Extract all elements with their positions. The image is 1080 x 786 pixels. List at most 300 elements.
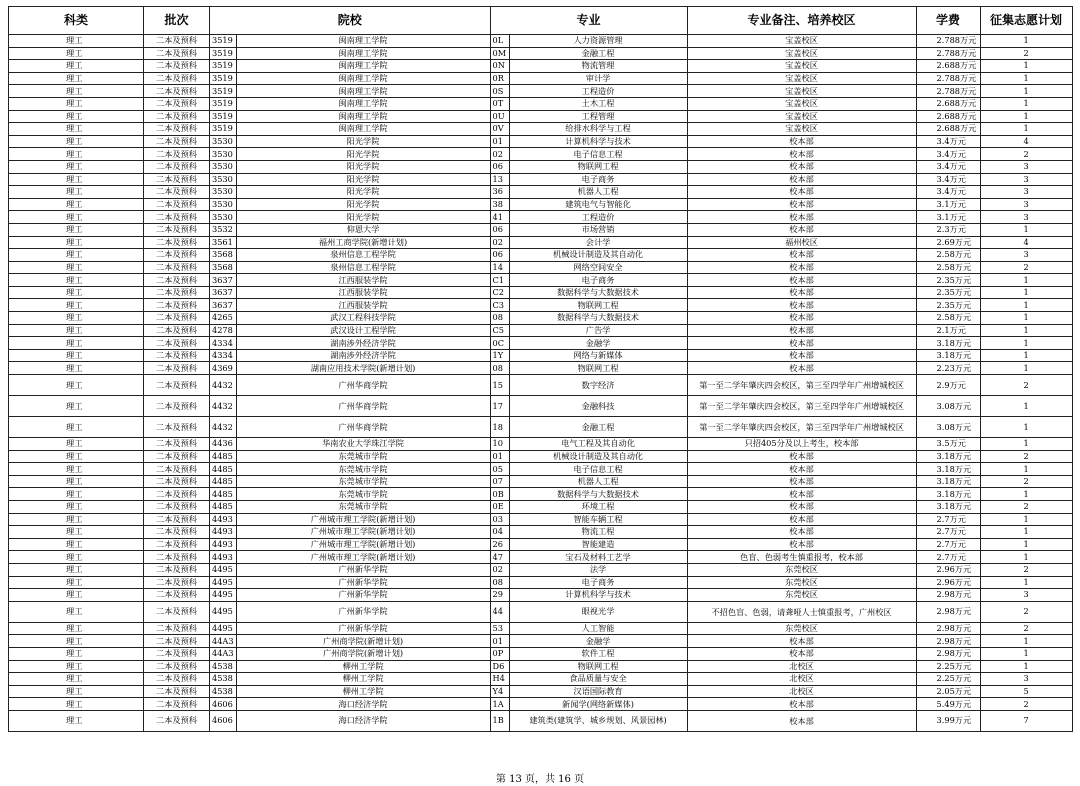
subject-category-cell: 理工 [9,513,144,526]
major-name-cell: 金融工程 [509,47,687,60]
school-name-cell: 泉州信息工程学院 [236,261,490,274]
major-name-cell: 数据科学与大数据技术 [509,286,687,299]
header-subject-category: 科类 [9,7,144,35]
major-name-cell: 工程造价 [509,211,687,224]
subject-category-cell: 理工 [9,47,144,60]
table-row [9,475,1073,488]
major-name-cell: 电子商务 [509,173,687,186]
tuition-cell: 2.35万元 [916,286,980,299]
plan-count-cell: 2 [980,475,1072,488]
tuition-cell: 3.18万元 [916,349,980,362]
subject-category-cell: 理工 [9,85,144,98]
notes-campus-cell: 宝盖校区 [687,47,916,60]
school-name-cell: 广州华商学院 [236,375,490,396]
school-code-cell: 4495 [210,563,237,576]
tuition-cell: 2.58万元 [916,249,980,262]
batch-cell: 二本及预科 [144,261,210,274]
tuition-cell: 3.18万元 [916,463,980,476]
tuition-cell: 2.69万元 [916,236,980,249]
notes-campus-cell: 校本部 [687,223,916,236]
notes-campus-cell: 校本部 [687,362,916,375]
plan-count-cell: 1 [980,576,1072,589]
notes-campus-cell: 校本部 [687,198,916,211]
table-row [9,60,1073,73]
school-name-cell: 广州商学院(新增计划) [236,647,490,660]
table-row [9,576,1073,589]
plan-count-cell: 2 [980,601,1072,622]
notes-campus-cell: 校本部 [687,647,916,660]
tuition-cell: 5.49万元 [916,698,980,711]
batch-cell: 二本及预科 [144,601,210,622]
school-code-cell: 4265 [210,312,237,325]
plan-count-cell: 3 [980,173,1072,186]
major-code-cell: 1A [490,698,509,711]
major-code-cell: 18 [490,417,509,438]
school-name-cell: 海口经济学院 [236,710,490,731]
tuition-cell: 3.4万元 [916,186,980,199]
major-name-cell: 物流管理 [509,60,687,73]
school-code-cell: 3530 [210,198,237,211]
subject-category-cell: 理工 [9,526,144,539]
plan-count-cell: 2 [980,698,1072,711]
major-name-cell: 宝石及材料工艺学 [509,551,687,564]
major-name-cell: 人工智能 [509,622,687,635]
tuition-cell: 2.7万元 [916,551,980,564]
table-row [9,438,1073,451]
notes-campus-cell: 校本部 [687,160,916,173]
notes-campus-cell: 校本部 [687,538,916,551]
school-name-cell: 闽南理工学院 [236,60,490,73]
tuition-cell: 3.4万元 [916,160,980,173]
batch-cell: 二本及预科 [144,501,210,514]
table-row [9,85,1073,98]
major-name-cell: 网络与新媒体 [509,349,687,362]
major-code-cell: 10 [490,438,509,451]
batch-cell: 二本及预科 [144,576,210,589]
notes-campus-cell: 福州校区 [687,236,916,249]
table-row [9,337,1073,350]
batch-cell: 二本及预科 [144,685,210,698]
major-code-cell: 0L [490,35,509,48]
notes-campus-cell: 校本部 [687,211,916,224]
batch-cell: 二本及预科 [144,622,210,635]
major-name-cell: 数据科学与大数据技术 [509,488,687,501]
plan-count-cell: 1 [980,396,1072,417]
table-row [9,148,1073,161]
major-code-cell: 02 [490,148,509,161]
major-name-cell: 物流工程 [509,526,687,539]
major-name-cell: 电子信息工程 [509,463,687,476]
table-row [9,551,1073,564]
tuition-cell: 3.08万元 [916,417,980,438]
batch-cell: 二本及预科 [144,286,210,299]
subject-category-cell: 理工 [9,274,144,287]
batch-cell: 二本及预科 [144,249,210,262]
subject-category-cell: 理工 [9,173,144,186]
batch-cell: 二本及预科 [144,110,210,123]
major-name-cell: 法学 [509,563,687,576]
notes-campus-cell: 第一至二学年肇庆四会校区，第三至四学年广州增城校区 [687,417,916,438]
school-name-cell: 闽南理工学院 [236,85,490,98]
tuition-cell: 2.688万元 [916,110,980,123]
plan-count-cell: 2 [980,375,1072,396]
school-name-cell: 华南农业大学珠江学院 [236,438,490,451]
table-row [9,513,1073,526]
tuition-cell: 2.9万元 [916,375,980,396]
plan-count-cell: 7 [980,710,1072,731]
major-name-cell: 工程管理 [509,110,687,123]
major-code-cell: H4 [490,673,509,686]
school-name-cell: 武汉工程科技学院 [236,312,490,325]
batch-cell: 二本及预科 [144,324,210,337]
table-row [9,601,1073,622]
school-code-cell: 4432 [210,417,237,438]
batch-cell: 二本及预科 [144,375,210,396]
school-name-cell: 广州新华学院 [236,601,490,622]
table-body [9,35,1073,732]
notes-campus-cell: 宝盖校区 [687,72,916,85]
school-code-cell: 4495 [210,601,237,622]
subject-category-cell: 理工 [9,660,144,673]
plan-count-cell: 4 [980,236,1072,249]
batch-cell: 二本及预科 [144,72,210,85]
school-code-cell: 4334 [210,349,237,362]
batch-cell: 二本及预科 [144,513,210,526]
subject-category-cell: 理工 [9,673,144,686]
notes-campus-cell: 宝盖校区 [687,35,916,48]
major-name-cell: 网络空间安全 [509,261,687,274]
notes-campus-cell: 第一至二学年肇庆四会校区，第三至四学年广州增城校区 [687,375,916,396]
table-row [9,417,1073,438]
major-code-cell: 0U [490,110,509,123]
batch-cell: 二本及预科 [144,274,210,287]
major-name-cell: 数据科学与大数据技术 [509,312,687,325]
table-row [9,35,1073,48]
notes-campus-cell: 校本部 [687,148,916,161]
school-code-cell: 3530 [210,211,237,224]
school-name-cell: 闽南理工学院 [236,72,490,85]
batch-cell: 二本及预科 [144,97,210,110]
subject-category-cell: 理工 [9,589,144,602]
major-name-cell: 汉语国际教育 [509,685,687,698]
batch-cell: 二本及预科 [144,463,210,476]
tuition-cell: 2.688万元 [916,60,980,73]
major-name-cell: 软件工程 [509,647,687,660]
subject-category-cell: 理工 [9,622,144,635]
notes-campus-cell: 色盲、色弱考生慎重报考，校本部 [687,551,916,564]
school-code-cell: 3530 [210,173,237,186]
school-name-cell: 阳光学院 [236,173,490,186]
school-code-cell: 4485 [210,450,237,463]
major-name-cell: 机械设计制造及其自动化 [509,249,687,262]
school-code-cell: 3530 [210,160,237,173]
major-code-cell: 26 [490,538,509,551]
school-name-cell: 阳光学院 [236,198,490,211]
plan-count-cell: 3 [980,589,1072,602]
plan-count-cell: 1 [980,299,1072,312]
school-code-cell: 4485 [210,463,237,476]
table-row [9,123,1073,136]
major-name-cell: 物联网工程 [509,299,687,312]
notes-campus-cell: 校本部 [687,475,916,488]
major-code-cell: 0E [490,501,509,514]
school-name-cell: 闽南理工学院 [236,123,490,136]
tuition-cell: 2.788万元 [916,35,980,48]
batch-cell: 二本及预科 [144,647,210,660]
school-name-cell: 东莞城市学院 [236,463,490,476]
table-row [9,186,1073,199]
table-row [9,198,1073,211]
major-code-cell: 1B [490,710,509,731]
major-code-cell: 01 [490,450,509,463]
major-name-cell: 机器人工程 [509,186,687,199]
tuition-cell: 2.35万元 [916,274,980,287]
tuition-cell: 2.7万元 [916,513,980,526]
admission-plan-table [8,6,1073,732]
plan-count-cell: 1 [980,110,1072,123]
header-major: 专业 [490,7,687,35]
subject-category-cell: 理工 [9,463,144,476]
table-row [9,135,1073,148]
major-code-cell: 36 [490,186,509,199]
plan-count-cell: 1 [980,551,1072,564]
major-code-cell: 0R [490,72,509,85]
school-name-cell: 广州华商学院 [236,417,490,438]
school-code-cell: 4278 [210,324,237,337]
major-name-cell: 计算机科学与技术 [509,589,687,602]
notes-campus-cell: 宝盖校区 [687,110,916,123]
batch-cell: 二本及预科 [144,299,210,312]
major-name-cell: 食品质量与安全 [509,673,687,686]
table-row [9,563,1073,576]
major-code-cell: 0B [490,488,509,501]
subject-category-cell: 理工 [9,647,144,660]
major-name-cell: 金融工程 [509,417,687,438]
plan-count-cell: 1 [980,97,1072,110]
table-row [9,362,1073,375]
school-code-cell: 3519 [210,85,237,98]
plan-count-cell: 4 [980,135,1072,148]
plan-count-cell: 1 [980,513,1072,526]
subject-category-cell: 理工 [9,438,144,451]
major-code-cell: 06 [490,249,509,262]
school-code-cell: 4493 [210,513,237,526]
notes-campus-cell: 校本部 [687,501,916,514]
school-code-cell: 3637 [210,274,237,287]
batch-cell: 二本及预科 [144,223,210,236]
tuition-cell: 2.96万元 [916,576,980,589]
subject-category-cell: 理工 [9,417,144,438]
batch-cell: 二本及预科 [144,349,210,362]
tuition-cell: 2.788万元 [916,47,980,60]
tuition-cell: 3.4万元 [916,173,980,186]
major-code-cell: 44 [490,601,509,622]
subject-category-cell: 理工 [9,60,144,73]
school-name-cell: 阳光学院 [236,135,490,148]
major-name-cell: 电子商务 [509,274,687,287]
plan-count-cell: 1 [980,72,1072,85]
plan-count-cell: 1 [980,35,1072,48]
table-row [9,538,1073,551]
plan-count-cell: 1 [980,85,1072,98]
subject-category-cell: 理工 [9,375,144,396]
major-code-cell: 06 [490,223,509,236]
major-name-cell: 眼视光学 [509,601,687,622]
major-code-cell: 0P [490,647,509,660]
notes-campus-cell: 只招405分及以上考生，校本部 [687,438,916,451]
batch-cell: 二本及预科 [144,160,210,173]
notes-campus-cell: 东莞校区 [687,622,916,635]
subject-category-cell: 理工 [9,223,144,236]
notes-campus-cell: 校本部 [687,324,916,337]
school-name-cell: 闽南理工学院 [236,35,490,48]
school-code-cell: 4538 [210,673,237,686]
tuition-cell: 2.788万元 [916,85,980,98]
major-code-cell: 0C [490,337,509,350]
tuition-cell: 2.35万元 [916,299,980,312]
tuition-cell: 2.98万元 [916,635,980,648]
major-code-cell: 06 [490,160,509,173]
plan-count-cell: 1 [980,488,1072,501]
school-code-cell: 4538 [210,685,237,698]
plan-count-cell: 2 [980,622,1072,635]
plan-count-cell: 1 [980,223,1072,236]
subject-category-cell: 理工 [9,324,144,337]
table-header-row [9,7,1073,35]
tuition-cell: 2.688万元 [916,123,980,136]
school-code-cell: 44A3 [210,647,237,660]
batch-cell: 二本及预科 [144,589,210,602]
major-code-cell: 05 [490,463,509,476]
school-name-cell: 海口经济学院 [236,698,490,711]
table-row [9,463,1073,476]
major-code-cell: 01 [490,135,509,148]
tuition-cell: 2.788万元 [916,72,980,85]
notes-campus-cell: 校本部 [687,135,916,148]
plan-count-cell: 3 [980,198,1072,211]
school-name-cell: 广州新华学院 [236,622,490,635]
major-code-cell: 41 [490,211,509,224]
tuition-cell: 2.1万元 [916,324,980,337]
table-row [9,673,1073,686]
school-code-cell: 4495 [210,576,237,589]
notes-campus-cell: 北校区 [687,660,916,673]
school-name-cell: 江西服装学院 [236,274,490,287]
subject-category-cell: 理工 [9,236,144,249]
major-code-cell: 03 [490,513,509,526]
batch-cell: 二本及预科 [144,698,210,711]
notes-campus-cell: 校本部 [687,635,916,648]
plan-count-cell: 1 [980,635,1072,648]
notes-campus-cell: 校本部 [687,349,916,362]
table-row [9,324,1073,337]
subject-category-cell: 理工 [9,710,144,731]
major-name-cell: 数字经济 [509,375,687,396]
batch-cell: 二本及预科 [144,488,210,501]
major-name-cell: 电气工程及其自动化 [509,438,687,451]
subject-category-cell: 理工 [9,186,144,199]
subject-category-cell: 理工 [9,35,144,48]
tuition-cell: 2.98万元 [916,647,980,660]
header-solicitation-plan: 征集志愿计划 [980,7,1072,35]
batch-cell: 二本及预科 [144,551,210,564]
school-code-cell: 4538 [210,660,237,673]
notes-campus-cell: 校本部 [687,261,916,274]
table-row [9,160,1073,173]
major-name-cell: 机器人工程 [509,475,687,488]
batch-cell: 二本及预科 [144,135,210,148]
notes-campus-cell: 校本部 [687,463,916,476]
school-code-cell: 3519 [210,60,237,73]
header-institution: 院校 [210,7,491,35]
subject-category-cell: 理工 [9,286,144,299]
school-name-cell: 广州城市理工学院(新增计划) [236,513,490,526]
table-row [9,660,1073,673]
batch-cell: 二本及预科 [144,526,210,539]
table-row [9,349,1073,362]
school-code-cell: 4432 [210,375,237,396]
subject-category-cell: 理工 [9,249,144,262]
notes-campus-cell: 宝盖校区 [687,60,916,73]
school-name-cell: 广州城市理工学院(新增计划) [236,551,490,564]
school-name-cell: 阳光学院 [236,186,490,199]
major-code-cell: 0T [490,97,509,110]
table-row [9,622,1073,635]
table-row [9,501,1073,514]
school-code-cell: 4432 [210,396,237,417]
school-code-cell: 44A3 [210,635,237,648]
school-name-cell: 广州华商学院 [236,396,490,417]
subject-category-cell: 理工 [9,160,144,173]
tuition-cell: 2.58万元 [916,261,980,274]
plan-count-cell: 1 [980,660,1072,673]
tuition-cell: 2.3万元 [916,223,980,236]
plan-count-cell: 1 [980,647,1072,660]
table-row [9,261,1073,274]
table-row [9,396,1073,417]
subject-category-cell: 理工 [9,123,144,136]
tuition-cell: 2.688万元 [916,97,980,110]
major-code-cell: 08 [490,362,509,375]
major-code-cell: 07 [490,475,509,488]
major-code-cell: 08 [490,312,509,325]
tuition-cell: 3.1万元 [916,211,980,224]
major-code-cell: 08 [490,576,509,589]
notes-campus-cell: 宝盖校区 [687,85,916,98]
major-name-cell: 金融科技 [509,396,687,417]
school-name-cell: 仰恩大学 [236,223,490,236]
tuition-cell: 3.18万元 [916,337,980,350]
school-name-cell: 闽南理工学院 [236,97,490,110]
subject-category-cell: 理工 [9,72,144,85]
plan-count-cell: 3 [980,211,1072,224]
school-name-cell: 泉州信息工程学院 [236,249,490,262]
table-row [9,249,1073,262]
table-row [9,299,1073,312]
school-name-cell: 湖南涉外经济学院 [236,349,490,362]
table-row [9,685,1073,698]
plan-count-cell: 1 [980,362,1072,375]
school-name-cell: 江西服装学院 [236,286,490,299]
batch-cell: 二本及预科 [144,475,210,488]
subject-category-cell: 理工 [9,685,144,698]
tuition-cell: 2.96万元 [916,563,980,576]
plan-count-cell: 1 [980,337,1072,350]
subject-category-cell: 理工 [9,396,144,417]
subject-category-cell: 理工 [9,110,144,123]
major-code-cell: 02 [490,236,509,249]
major-code-cell: 53 [490,622,509,635]
